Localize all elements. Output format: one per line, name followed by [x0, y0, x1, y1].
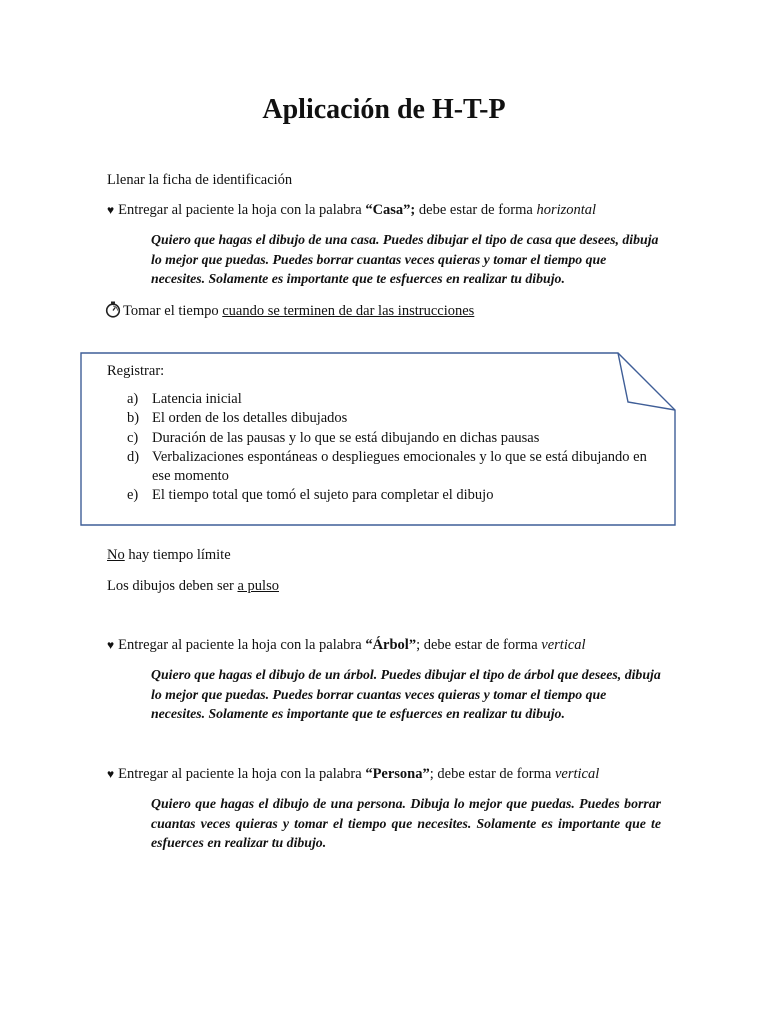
arbol-line: [107, 636, 586, 654]
page-title: Aplicación de H-T-P: [262, 94, 506, 125]
list-item: c) Duración de las pausas y lo que se está dibujando en dichas pausas: [127, 429, 540, 446]
casa-line: [107, 201, 596, 219]
pulso-prefix: Los dibujos deben ser: [107, 578, 238, 594]
persona-lead: Entregar al paciente la hoja con la palabra: [118, 766, 366, 782]
pulso-underlined: a pulso: [237, 578, 279, 594]
pulso-line: [107, 577, 279, 595]
list-item: a) Latencia inicial: [127, 391, 242, 407]
stopwatch-icon: [105, 301, 121, 323]
list-item: e) El tiempo total que tomó el sujeto para completar el dibujo: [127, 487, 494, 504]
list-item: b) El orden de los detalles dibujados: [127, 410, 348, 427]
timing-line: [105, 301, 474, 323]
casa-mid: debe estar de forma: [415, 202, 537, 218]
list-item: d) Verbalizaciones espontáneas o despliegues emocionales y lo que se está dibujando en ese momento: [127, 448, 647, 485]
casa-lead: Entregar al paciente la hoja con la palabra: [118, 202, 366, 218]
no-limit-line: [107, 546, 231, 564]
casa-word: “Casa”;: [365, 202, 416, 218]
register-list: [107, 390, 667, 506]
arbol-lead: Entregar al paciente la hoja con la palabra: [118, 637, 366, 653]
persona-mid: ; debe estar de forma: [429, 766, 555, 782]
no-limit-underlined: No: [107, 547, 125, 563]
heart-icon: ♥: [107, 203, 115, 217]
arbol-word: “Árbol”: [365, 637, 417, 653]
persona-word: “Persona”: [365, 766, 430, 782]
register-title: Registrar:: [107, 363, 165, 379]
arbol-orientation: vertical: [541, 637, 586, 653]
arbol-instructions: Quiero que hagas el dibujo de un árbol. Puedes dibujar el tipo de árbol que desees, dibuja lo mejor que puedas. Puedes borrar cuantas veces quieras y tomar el tiempo que necesites. Solamente es importante que te esfuerces en realizar tu dibujo.: [151, 667, 661, 721]
heart-icon: ♥: [107, 767, 115, 781]
timing-underlined: cuando se terminen de dar las instrucciones: [222, 303, 475, 319]
persona-line: [107, 765, 599, 783]
arbol-mid: ; debe estar de forma: [416, 637, 542, 653]
casa-instructions: Quiero que hagas el dibujo de una casa. Puedes dibujar el tipo de casa que desees, dibuja lo mejor que puedas. Puedes borrar cuantas veces quieras y tomar el tiempo que necesites. Solamente es importante que te esfuerces en realizar tu dibujo.: [151, 232, 659, 286]
timing-prefix: Tomar el tiempo: [123, 303, 223, 319]
casa-orientation: horizontal: [536, 202, 597, 218]
no-limit-rest: hay tiempo límite: [124, 547, 231, 563]
register-note: [80, 352, 676, 527]
heart-icon: ♥: [107, 638, 115, 652]
intro-text: Llenar la ficha de identificación: [107, 172, 293, 188]
persona-instructions: Quiero que hagas el dibujo de una persona. Dibuja lo mejor que puedas. Puedes borrar cuantas veces quieras y tomar el tiempo que necesites. Solamente es importante que te esfuerces en realizar tu dibujo.: [151, 796, 661, 850]
persona-orientation: vertical: [554, 766, 600, 782]
